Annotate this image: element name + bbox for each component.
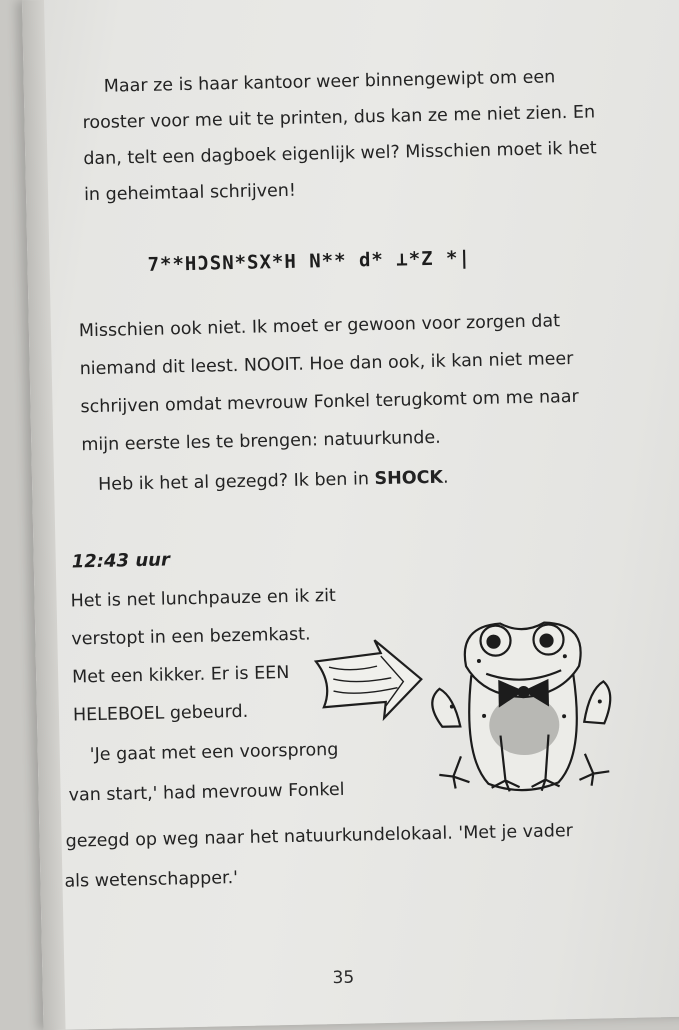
- paragraph-3-before: Heb ik het al gezegd? Ik ben in: [97, 469, 375, 495]
- page-number: 35: [332, 967, 355, 989]
- paragraph-3: [98, 468, 449, 496]
- paragraph-2-line-3: schrijven omdat mevrouw Fonkel terugkomt om me naar: [80, 386, 579, 418]
- secret-code: 7**HƆSN*SX*H N** d* ⊥*Z *|: [147, 247, 472, 276]
- paragraph-1-line-4: in geheimtaal schrijven!: [83, 180, 297, 206]
- paragraph-1-line-2: rooster voor me uit te printen, dus kan ze me niet zien. En: [82, 102, 596, 134]
- page-gutter: [22, 0, 66, 1030]
- paragraph-2-line-4: mijn eerste les te brengen: natuurkunde.: [81, 427, 441, 456]
- paragraph-4-line-5: 'Je gaat met een voorsprong: [89, 739, 339, 766]
- paragraph-4-line-2: verstopt in een bezemkast.: [71, 624, 311, 650]
- frog-icon: [431, 621, 613, 793]
- paragraph-2-line-1: Misschien ook niet. Ik moet er gewoon voor zorgen dat: [78, 311, 561, 342]
- paragraph-1-line-1: Maar ze is haar kantoor weer binnengewipt om een: [103, 67, 556, 97]
- frog-illustration: [310, 603, 634, 805]
- shock-emphasis: SHOCK: [374, 467, 444, 490]
- paragraph-4-line-7: gezegd op weg naar het natuurkundelokaal. 'Met je vader: [65, 821, 574, 852]
- paragraph-4-line-4: HELEBOEL gebeurd.: [72, 701, 249, 726]
- paragraph-2-line-2: niemand dit leest. NOOIT. Hoe dan ook, ik kan niet meer: [79, 348, 574, 380]
- paragraph-1-line-3: dan, telt een dagboek eigenlijk wel? Misschien moet ik het: [83, 138, 597, 170]
- paragraph-4-line-1: Het is net lunchpauze en ik zit: [70, 585, 337, 612]
- paragraph-4-line-6: van start,' had mevrouw Fonkel: [68, 779, 345, 806]
- paragraph-4-line-3: Met een kikker. Er is EEN: [71, 662, 290, 688]
- paragraph-4-line-8: als wetenschapper.': [64, 868, 239, 892]
- time-heading: 12:43 uur: [71, 549, 171, 573]
- arrow-icon: [315, 639, 422, 719]
- book-page: [22, 0, 679, 1030]
- paragraph-3-after: .: [442, 467, 449, 488]
